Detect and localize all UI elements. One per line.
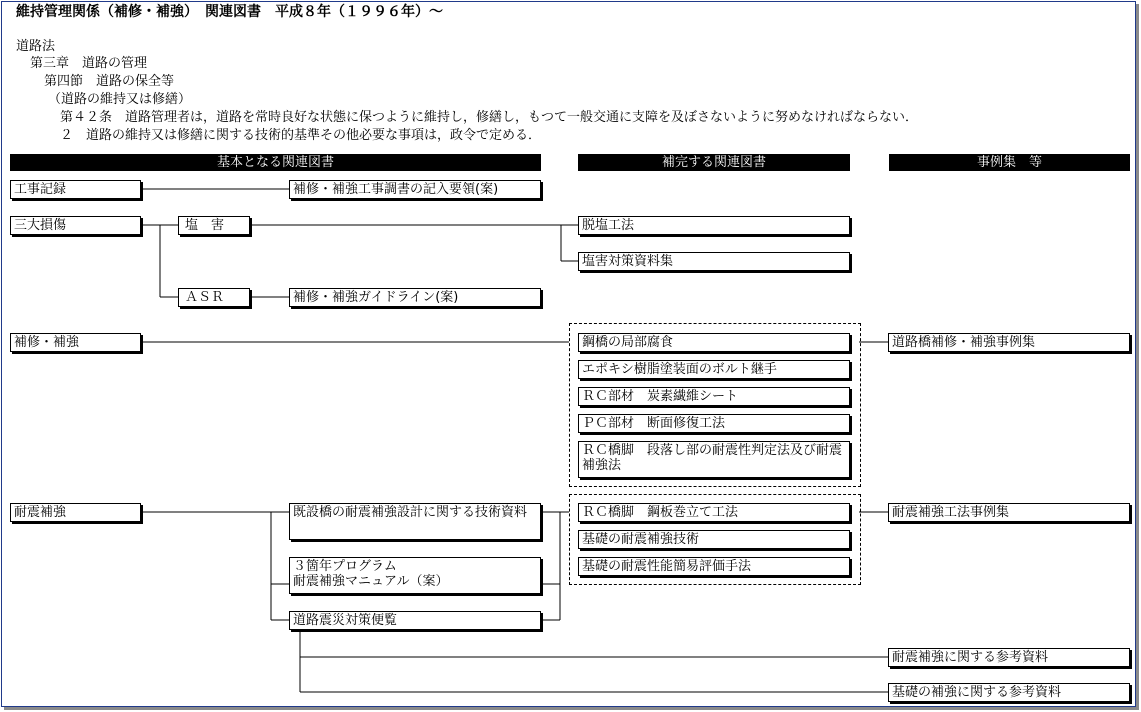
doc-three-year-line1: ３箇年プログラム bbox=[293, 559, 397, 574]
doc-foundation-eval: 基礎の耐震性能簡易評価手法 bbox=[578, 557, 850, 576]
category-repair: 補修・補強 bbox=[10, 333, 141, 352]
doc-seismic-cases: 耐震補強工法事例集 bbox=[888, 503, 1130, 522]
doc-foundation-tech: 基礎の耐震補強技術 bbox=[578, 530, 850, 549]
doc-three-year-line2: 耐震補強マニュアル（案） bbox=[293, 574, 449, 589]
doc-survey-manual: 補修・補強工事調書の記入要領(案) bbox=[289, 180, 541, 199]
doc-disaster-handbook: 道路震災対策便覧 bbox=[289, 611, 541, 630]
doc-salt-measures: 塩害対策資料集 bbox=[578, 252, 850, 271]
doc-desalination: 脱塩工法 bbox=[578, 216, 850, 235]
mid-salt-damage: 塩 害 bbox=[178, 216, 250, 235]
mid-asr: ＡＳＲ bbox=[178, 288, 250, 307]
law-section: 第四節 道路の保全等 bbox=[44, 74, 175, 89]
doc-existing-bridge-seismic: 既設橋の耐震補強設計に関する技術資料 bbox=[289, 503, 541, 540]
doc-foundation-reference: 基礎の補強に関する参考資料 bbox=[888, 683, 1130, 702]
law-article-42-paragraph-2: ２ 道路の維持又は修繕に関する技術的基準その他必要な事項は，政令で定める． bbox=[60, 128, 542, 143]
header-basic-docs: 基本となる関連図書 bbox=[10, 154, 541, 171]
law-name: 道路法 bbox=[16, 39, 56, 54]
doc-steel-corrosion: 鋼橋の局部腐食 bbox=[578, 333, 850, 352]
category-three-damages: 三大損傷 bbox=[10, 216, 141, 235]
doc-guideline: 補修・補強ガイドライン(案) bbox=[289, 288, 541, 307]
doc-road-bridge-cases: 道路橋補修・補強事例集 bbox=[888, 333, 1130, 352]
doc-three-year-program bbox=[289, 557, 541, 594]
doc-rc-pier-step: ＲＣ橋脚 段落し部の耐震性判定法及び耐震補強法 bbox=[578, 441, 850, 478]
law-chapter: 第三章 道路の管理 bbox=[30, 56, 148, 71]
law-article-caption: （道路の維持又は修繕） bbox=[48, 92, 192, 107]
header-case-docs: 事例集 等 bbox=[889, 154, 1130, 171]
doc-seismic-reference: 耐震補強に関する参考資料 bbox=[888, 648, 1130, 667]
category-construction-record: 工事記録 bbox=[10, 180, 141, 199]
category-seismic: 耐震補強 bbox=[10, 503, 141, 522]
page-title: 維持管理関係（補修・補強） 関連図書 平成８年（１９９６年）～ bbox=[16, 4, 443, 20]
doc-rc-pier-steel: ＲＣ橋脚 鋼板巻立て工法 bbox=[578, 503, 850, 522]
law-article-42: 第４２条 道路管理者は，道路を常時良好な状態に保つように維持し，修繕し，もつて一般交通に支障を及ぼさないように努めなければならない． bbox=[60, 110, 919, 125]
doc-pc-section: ＰＣ部材 断面修復工法 bbox=[578, 414, 850, 433]
header-supplement-docs: 補完する関連図書 bbox=[578, 154, 850, 171]
doc-rc-carbon: ＲＣ部材 炭素繊維シート bbox=[578, 387, 850, 406]
doc-epoxy-bolt: エポキシ樹脂塗装面のボルト継手 bbox=[578, 360, 850, 379]
